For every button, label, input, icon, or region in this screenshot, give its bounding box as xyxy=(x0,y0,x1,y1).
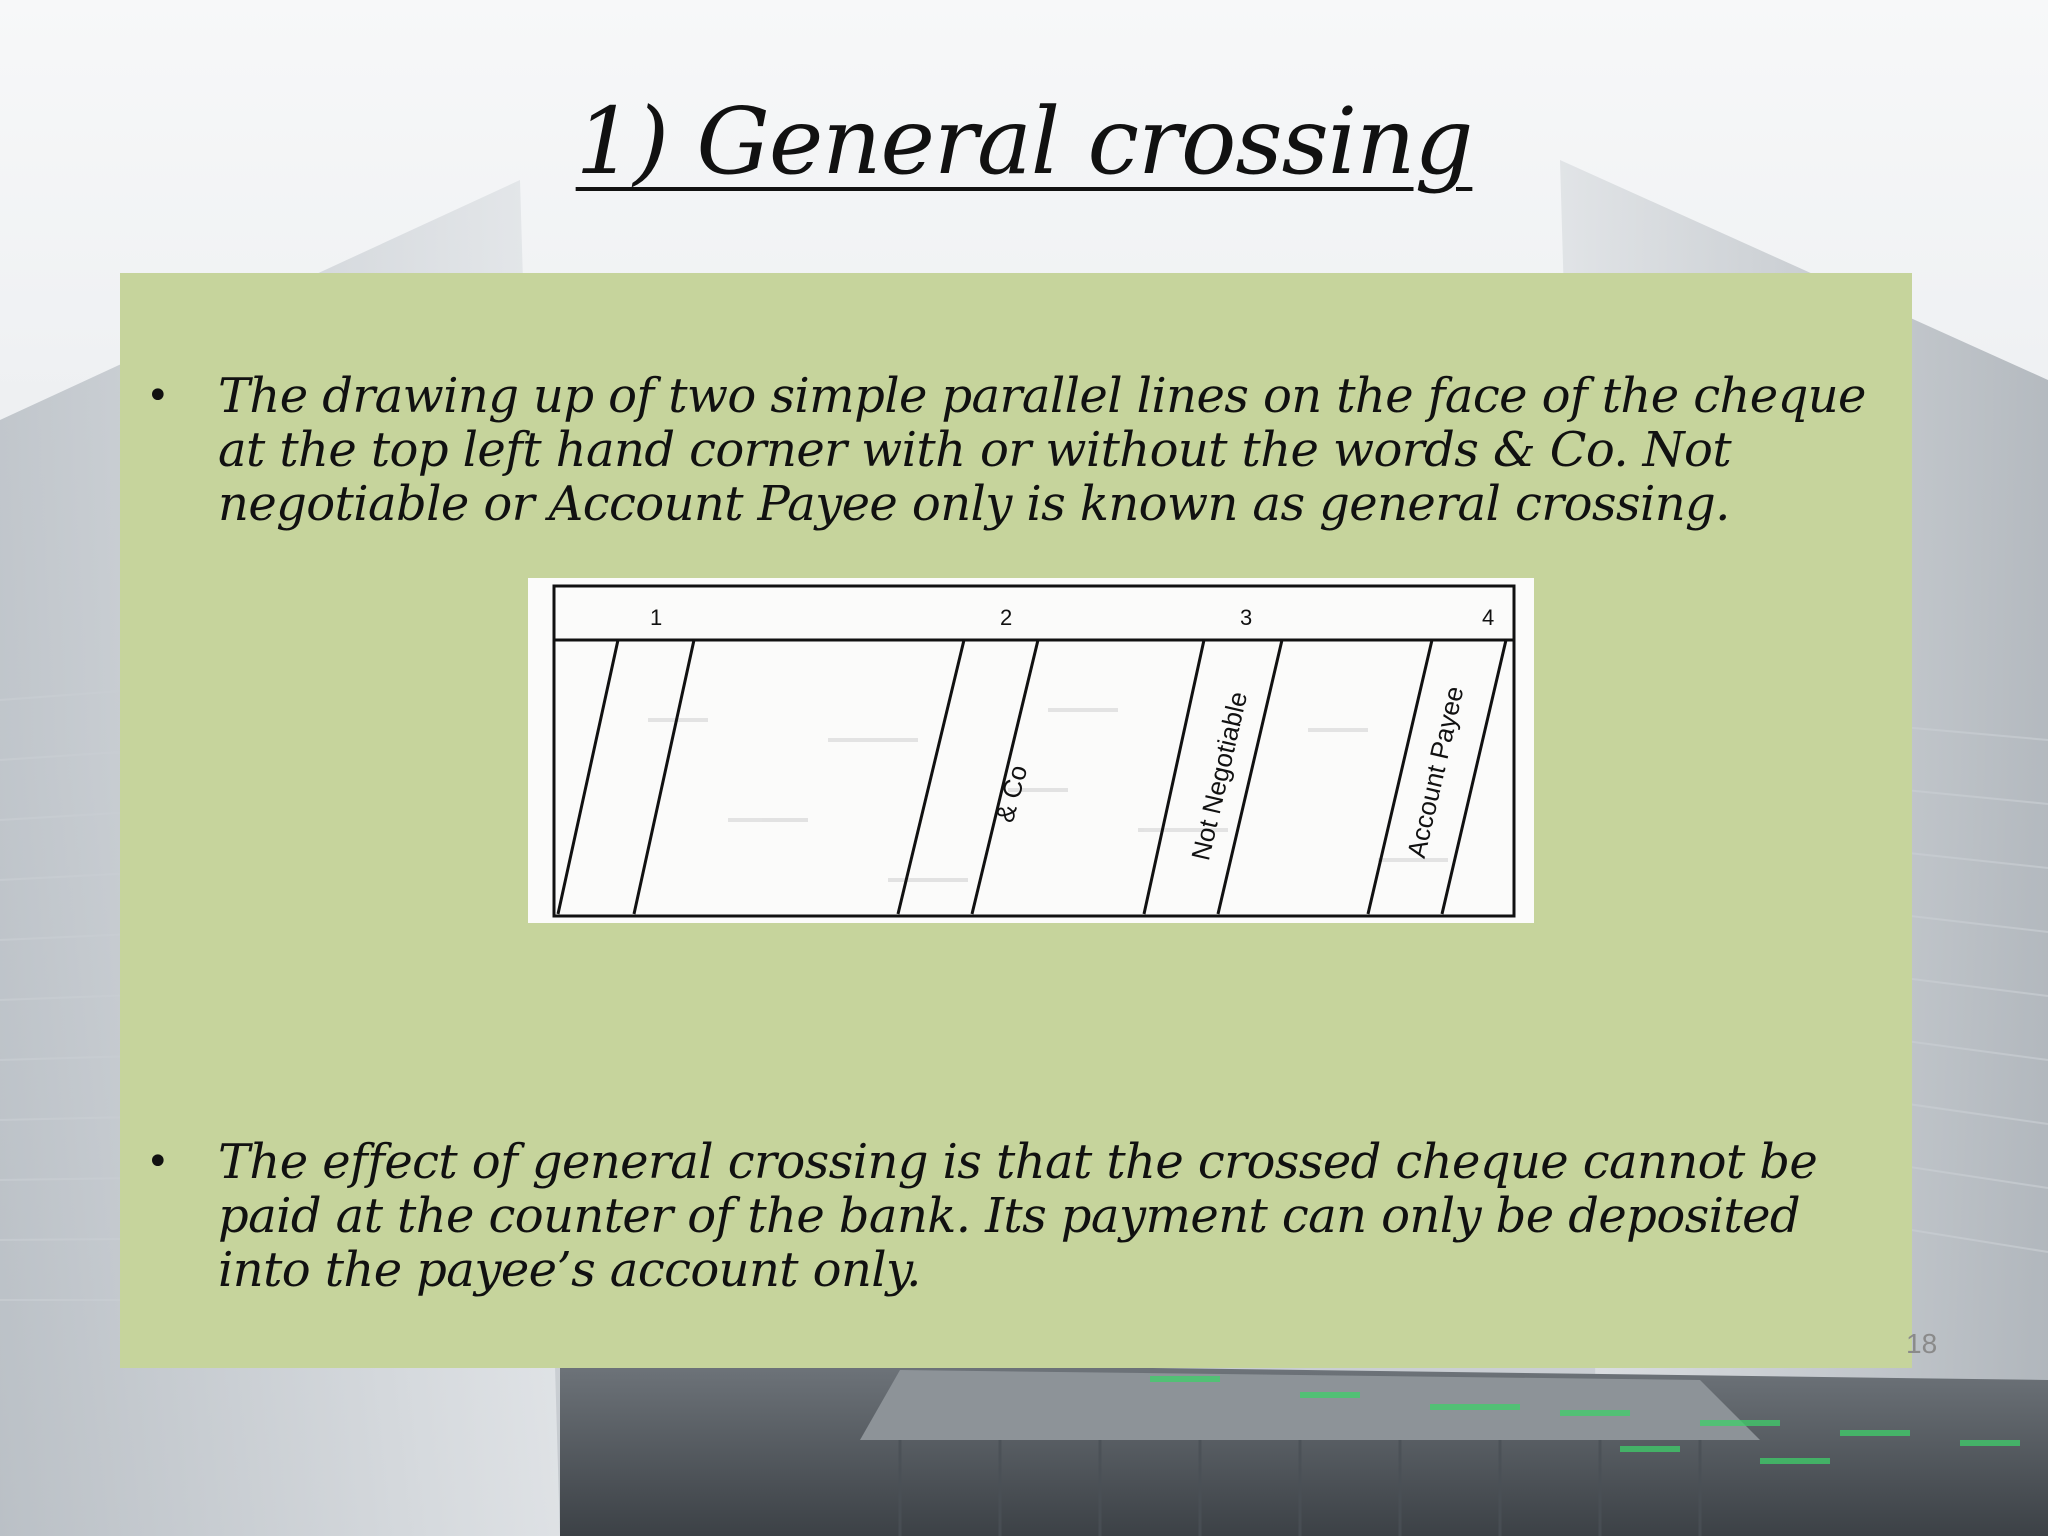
crossing-diagram-image xyxy=(528,578,1534,923)
column-number-3: 3 xyxy=(1240,605,1253,630)
column-number-1: 1 xyxy=(650,605,663,630)
slide-title xyxy=(0,88,2048,195)
content-panel xyxy=(120,273,1912,1368)
crossing-label-and-co: & Co xyxy=(989,761,1034,826)
crossing-label-not-negotiable: Not Negotiable xyxy=(1185,688,1254,864)
crossing-label-account-payee: Account Payee xyxy=(1400,683,1470,861)
bullet-marker: • xyxy=(146,1139,170,1185)
page-number: 18 xyxy=(1906,1328,1938,1359)
slide-title-text: 1) General crossing xyxy=(575,88,1473,195)
column-number-2: 2 xyxy=(1000,605,1013,630)
bullet-text: The drawing up of two simple parallel lines on the face of the cheque at the top left hand corner with or without the words & Co. Not negotiable or Account Payee only is known as general crossing. xyxy=(218,368,1866,532)
column-number-4: 4 xyxy=(1482,605,1495,630)
bullet-text: The effect of general crossing is that the crossed cheque cannot be paid at the counter of the bank. Its payment can only be deposited into the payee’s account only. xyxy=(218,1134,1818,1298)
bullet-marker: • xyxy=(146,373,170,419)
